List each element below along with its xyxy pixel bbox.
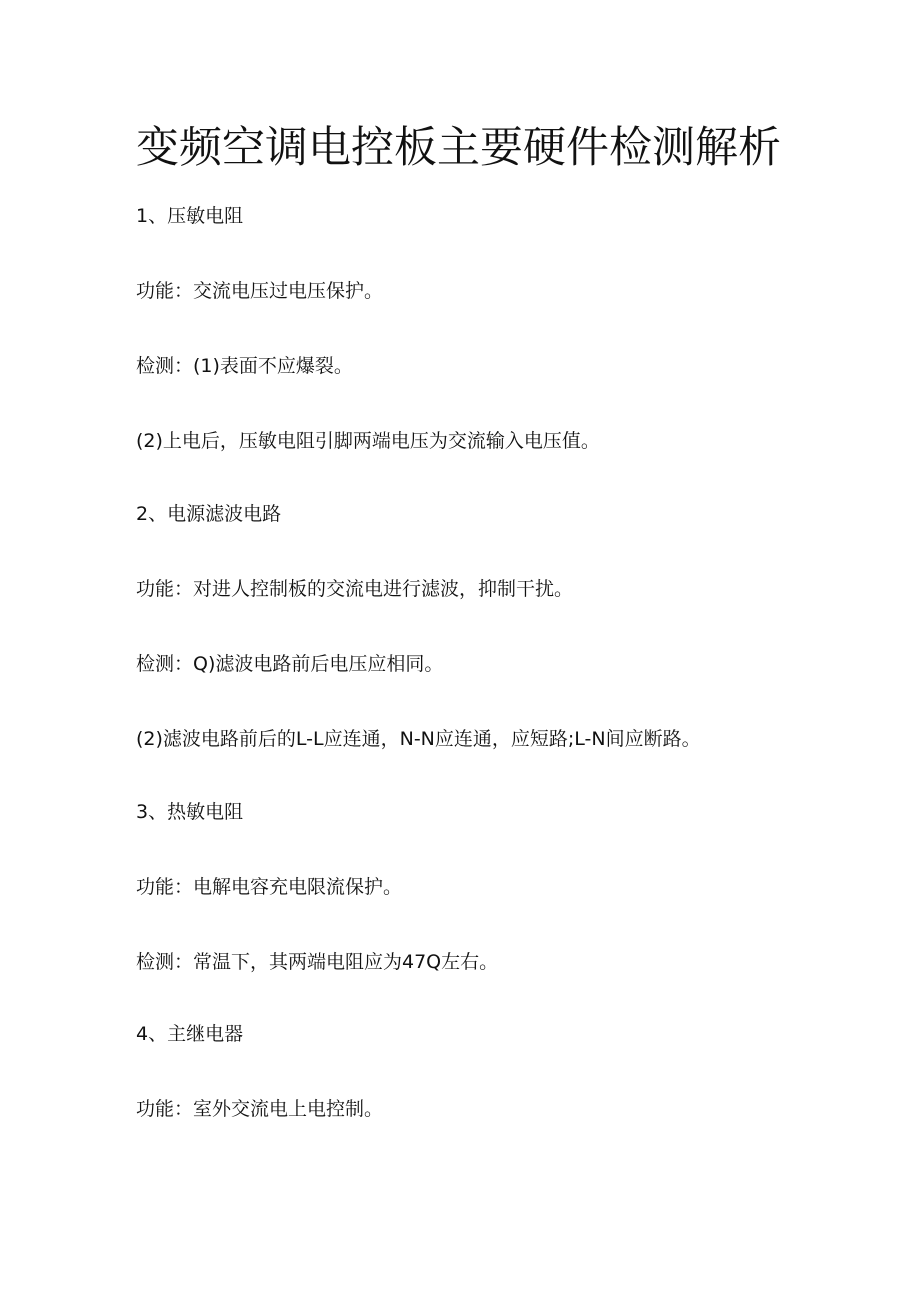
paragraph-line: (2)上电后，压敏电阻引脚两端电压为交流输入电压值。: [136, 430, 600, 452]
paragraph-line: 功能：对进人控制板的交流电进行滤波，抑制干扰。: [136, 578, 574, 600]
paragraph-line: 检测：Q)滤波电路前后电压应相同。: [136, 653, 444, 675]
section-heading-main-relay: 4、主继电器: [136, 1023, 244, 1045]
document-title: 变频空调电控板主要硬件检测解析: [136, 123, 781, 173]
section-heading-varistor: 1、压敏电阻: [136, 205, 244, 227]
paragraph-line: 功能：室外交流电上电控制。: [136, 1098, 384, 1120]
section-heading-filter-circuit: 2、电源滤波电路: [136, 503, 282, 525]
paragraph-line: (2)滤波电路前后的L-L应连通，N-N应连通，应短路;L-N间应断路。: [136, 728, 701, 750]
paragraph-line: 功能：交流电压过电压保护。: [136, 280, 384, 302]
section-heading-thermistor: 3、热敏电阻: [136, 801, 244, 823]
paragraph-line: 检测：(1)表面不应爆裂。: [136, 355, 353, 377]
paragraph-line: 功能：电解电容充电限流保护。: [136, 876, 403, 898]
paragraph-line: 检测：常温下，其两端电阻应为47Q左右。: [136, 951, 499, 973]
